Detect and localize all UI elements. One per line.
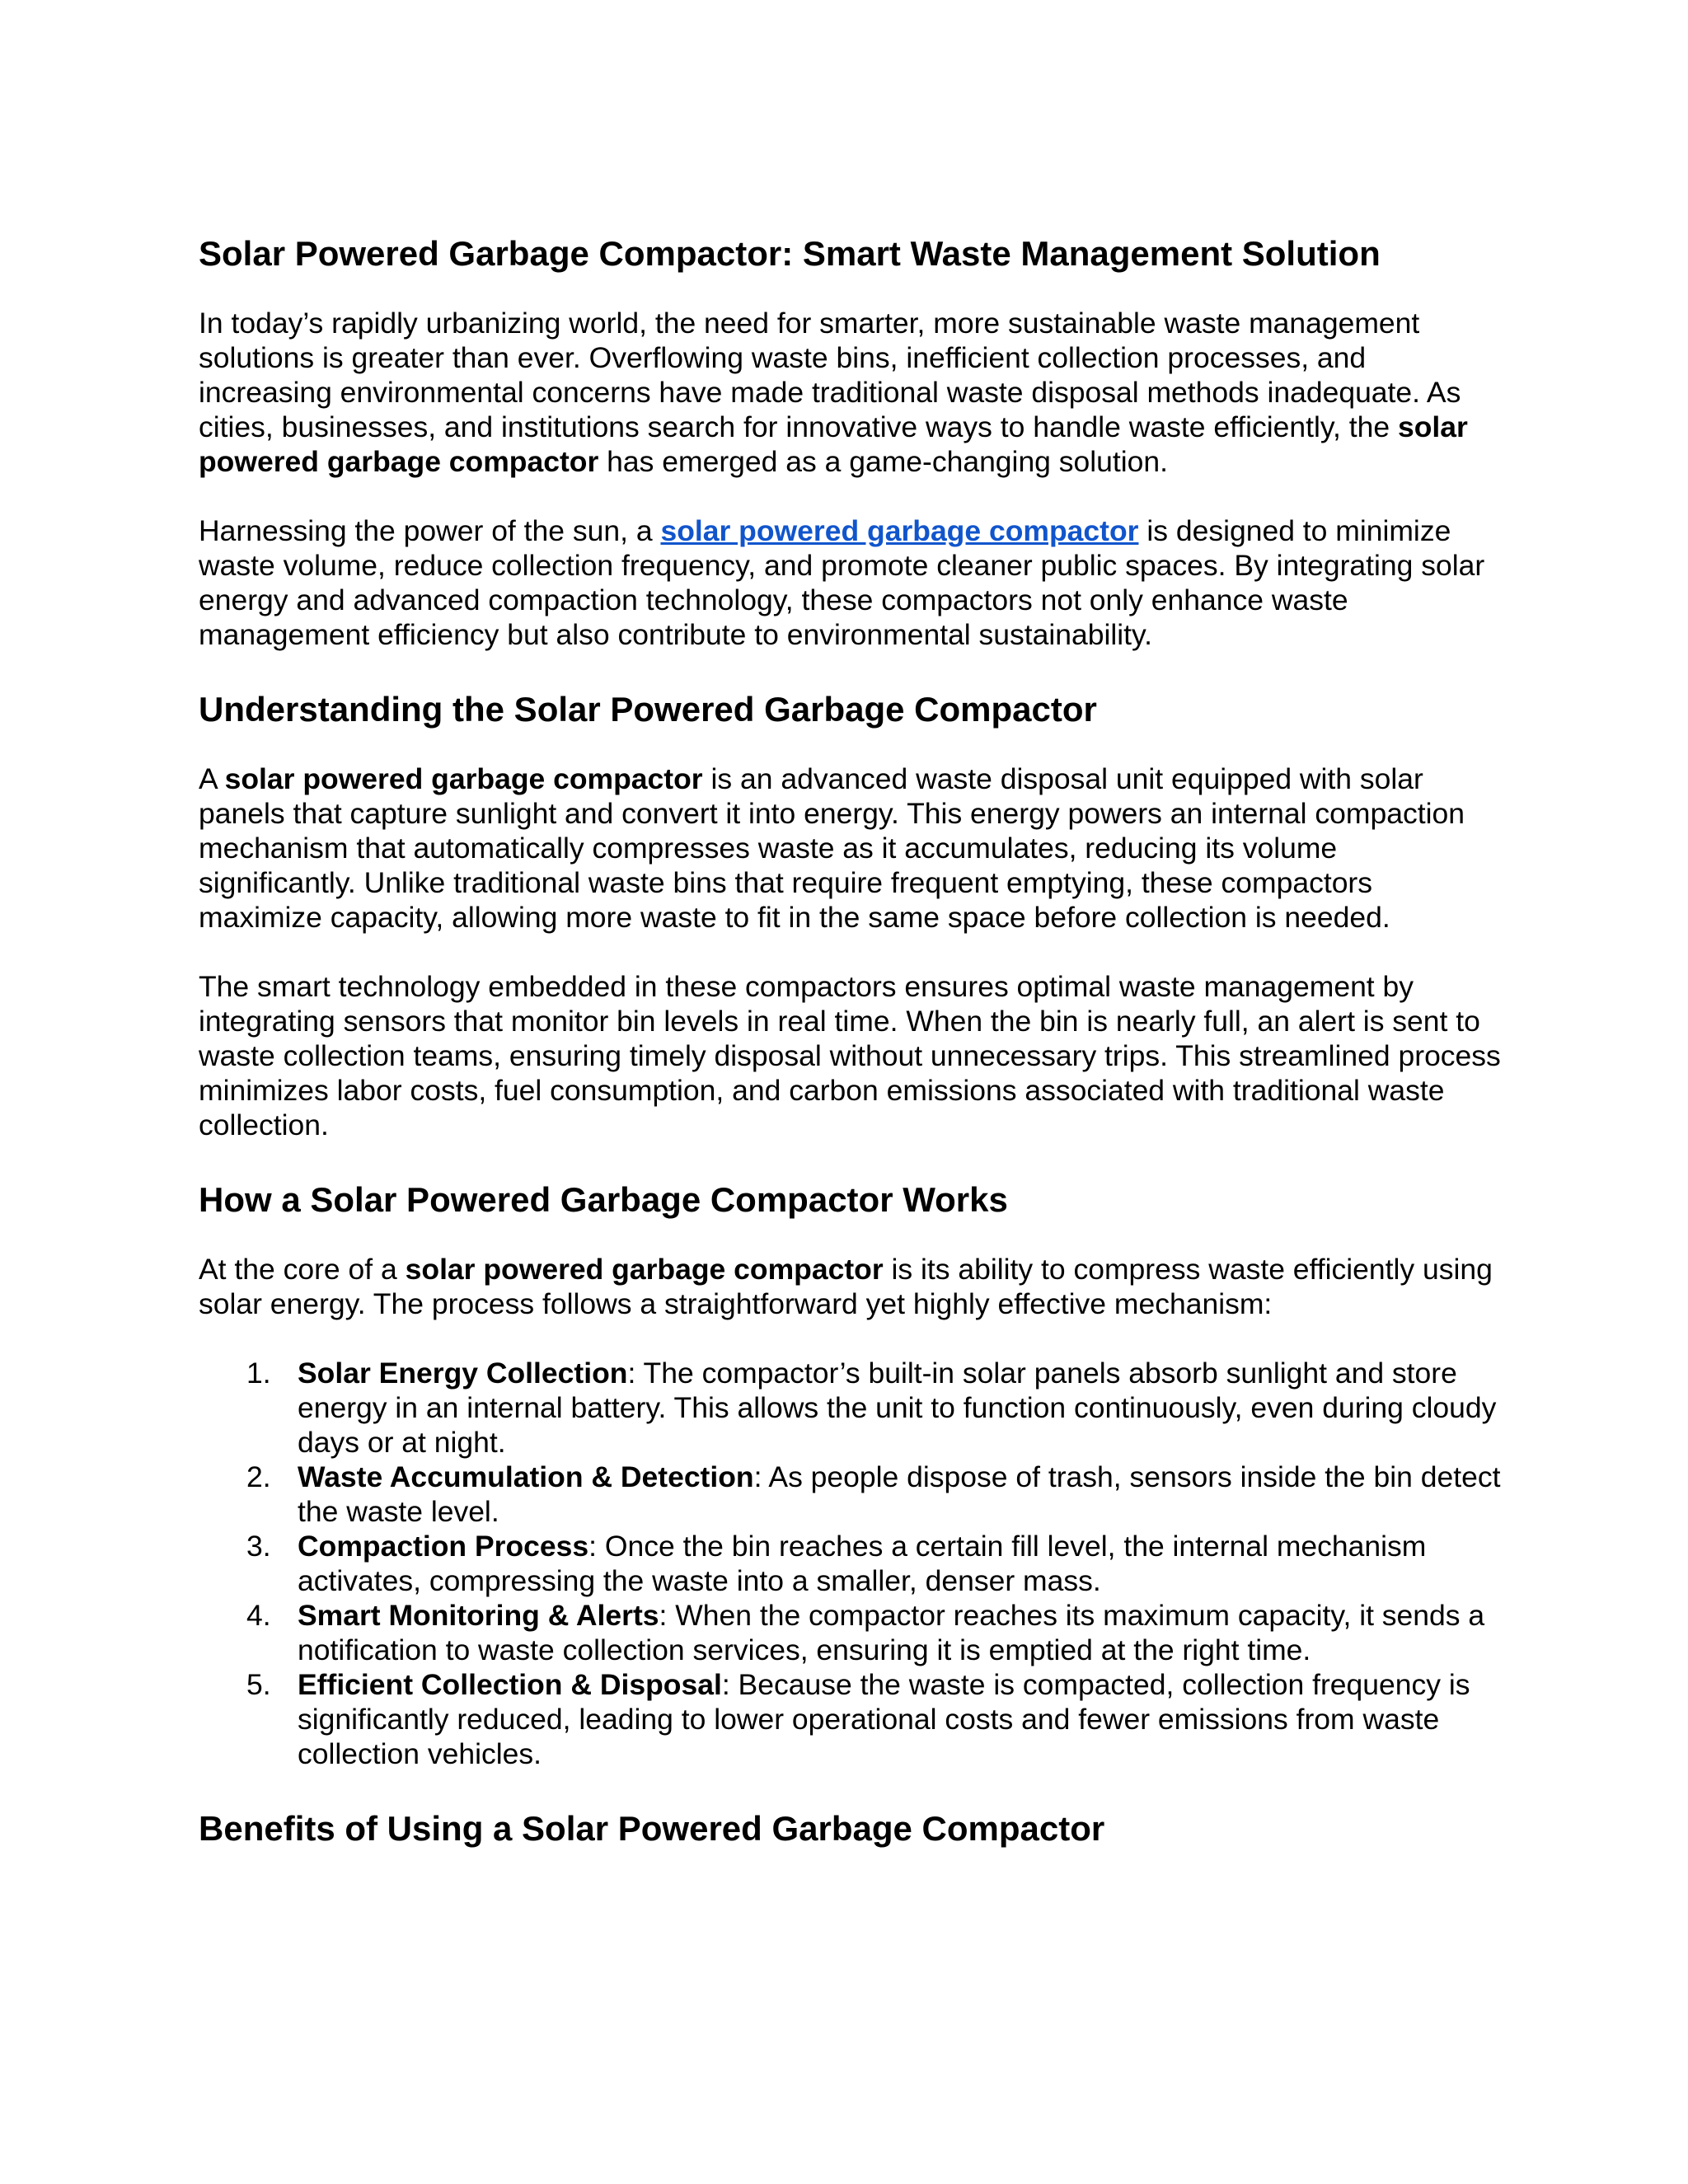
page-title: Solar Powered Garbage Compactor: Smart Waste Management Solution	[199, 234, 1381, 273]
list-item	[199, 1356, 1501, 1460]
section-heading-benefits: Benefits of Using a Solar Powered Garbage Compactor	[199, 1809, 1105, 1848]
list-item	[199, 1667, 1501, 1771]
step-title: Efficient Collection & Disposal	[298, 1668, 722, 1701]
list-number: 1.	[246, 1357, 271, 1390]
s1-p1-end: is an advanced waste disposal unit equipped with solar panels that capture sunlight and convert it into energy. This energy powers an internal compaction mechanism that automatically compresses waste as it accumulates, reducing its volume significantly. Unlike traditional waste bins that require frequent emptying, these compactors maximize capacity, allowing more waste to fit in the same space before collection is needed.	[199, 762, 1465, 934]
steps-list	[199, 1356, 1501, 1771]
list-item	[199, 1529, 1501, 1598]
list-number: 3.	[246, 1530, 271, 1563]
step-text: : As people dispose of trash, sensors inside the bin detect the waste level.	[298, 1460, 1501, 1528]
step-title: Solar Energy Collection	[298, 1357, 628, 1390]
list-number: 4.	[246, 1599, 271, 1632]
list-item	[199, 1460, 1501, 1529]
section1-paragraph-1	[199, 762, 1501, 935]
list-item	[199, 1598, 1501, 1667]
intro-paragraph-1	[199, 306, 1501, 479]
section-heading-how-it-works: How a Solar Powered Garbage Compactor Works	[199, 1180, 1008, 1219]
step-text: : The compactor’s built-in solar panels absorb sunlight and store energy in an internal battery. This allows the unit to function continuously, even during cloudy days or at night.	[298, 1357, 1497, 1459]
step-title: Waste Accumulation & Detection	[298, 1460, 754, 1493]
document-page	[199, 231, 1501, 1881]
section1-paragraph-2: The smart technology embedded in these compactors ensures optimal waste management by integrating sensors that monitor bin levels in real time. When the bin is nearly full, an alert is sent to waste collection teams, ensuring timely disposal without unnecessary trips. This streamlined process minimizes labor costs, fuel consumption, and carbon emissions associated with traditional waste collection.	[199, 970, 1501, 1141]
step-text: : Once the bin reaches a certain fill level, the internal mechanism activates, compressing the waste into a smaller, denser mass.	[298, 1530, 1427, 1597]
intro-p1-end: has emerged as a game-changing solution.	[607, 445, 1169, 478]
intro-paragraph-2	[199, 513, 1501, 652]
s1-p1-bold: solar powered garbage compactor	[224, 762, 703, 795]
intro-p1-bold: solar powered garbage compactor	[199, 410, 1468, 478]
intro-p1-text: In today’s rapidly urbanizing world, the need for smarter, more sustainable waste management solutions is greater than ever. Overflowing waste bins, inefficient collection processes, and increasing environmental concerns have made traditional waste disposal methods inadequate. As cities, businesses, and institutions search for innovative ways to handle waste efficiently, the	[199, 307, 1461, 443]
step-title: Smart Monitoring & Alerts	[298, 1599, 659, 1632]
intro-p2-end: is designed to minimize waste volume, reduce collection frequency, and promote cleaner public spaces. By integrating solar energy and advanced compaction technology, these compactors not only enhance waste management efficiency but also contribute to environmental sustainability.	[199, 514, 1485, 651]
list-number: 2.	[246, 1460, 271, 1493]
intro-p2-start: Harnessing the power of the sun, a	[199, 514, 653, 547]
list-number: 5.	[246, 1668, 271, 1701]
s1-p1-start: A	[199, 762, 217, 795]
section-heading-understanding: Understanding the Solar Powered Garbage Compactor	[199, 690, 1097, 729]
s2-p1-end: is its ability to compress waste efficiently using solar energy. The process follows a straightforward yet highly effective mechanism:	[199, 1253, 1493, 1320]
step-text: : When the compactor reaches its maximum capacity, it sends a notification to waste collection services, ensuring it is emptied at the right time.	[298, 1599, 1485, 1666]
step-text: : Because the waste is compacted, collection frequency is significantly reduced, leading to lower operational costs and fewer emissions from waste collection vehicles.	[298, 1668, 1470, 1770]
step-title: Compaction Process	[298, 1530, 589, 1563]
compactor-link[interactable]: solar powered garbage compactor	[660, 514, 1139, 547]
s2-p1-bold: solar powered garbage compactor	[405, 1253, 884, 1286]
section2-paragraph-1	[199, 1252, 1501, 1321]
s2-p1-start: At the core of a	[199, 1253, 397, 1286]
